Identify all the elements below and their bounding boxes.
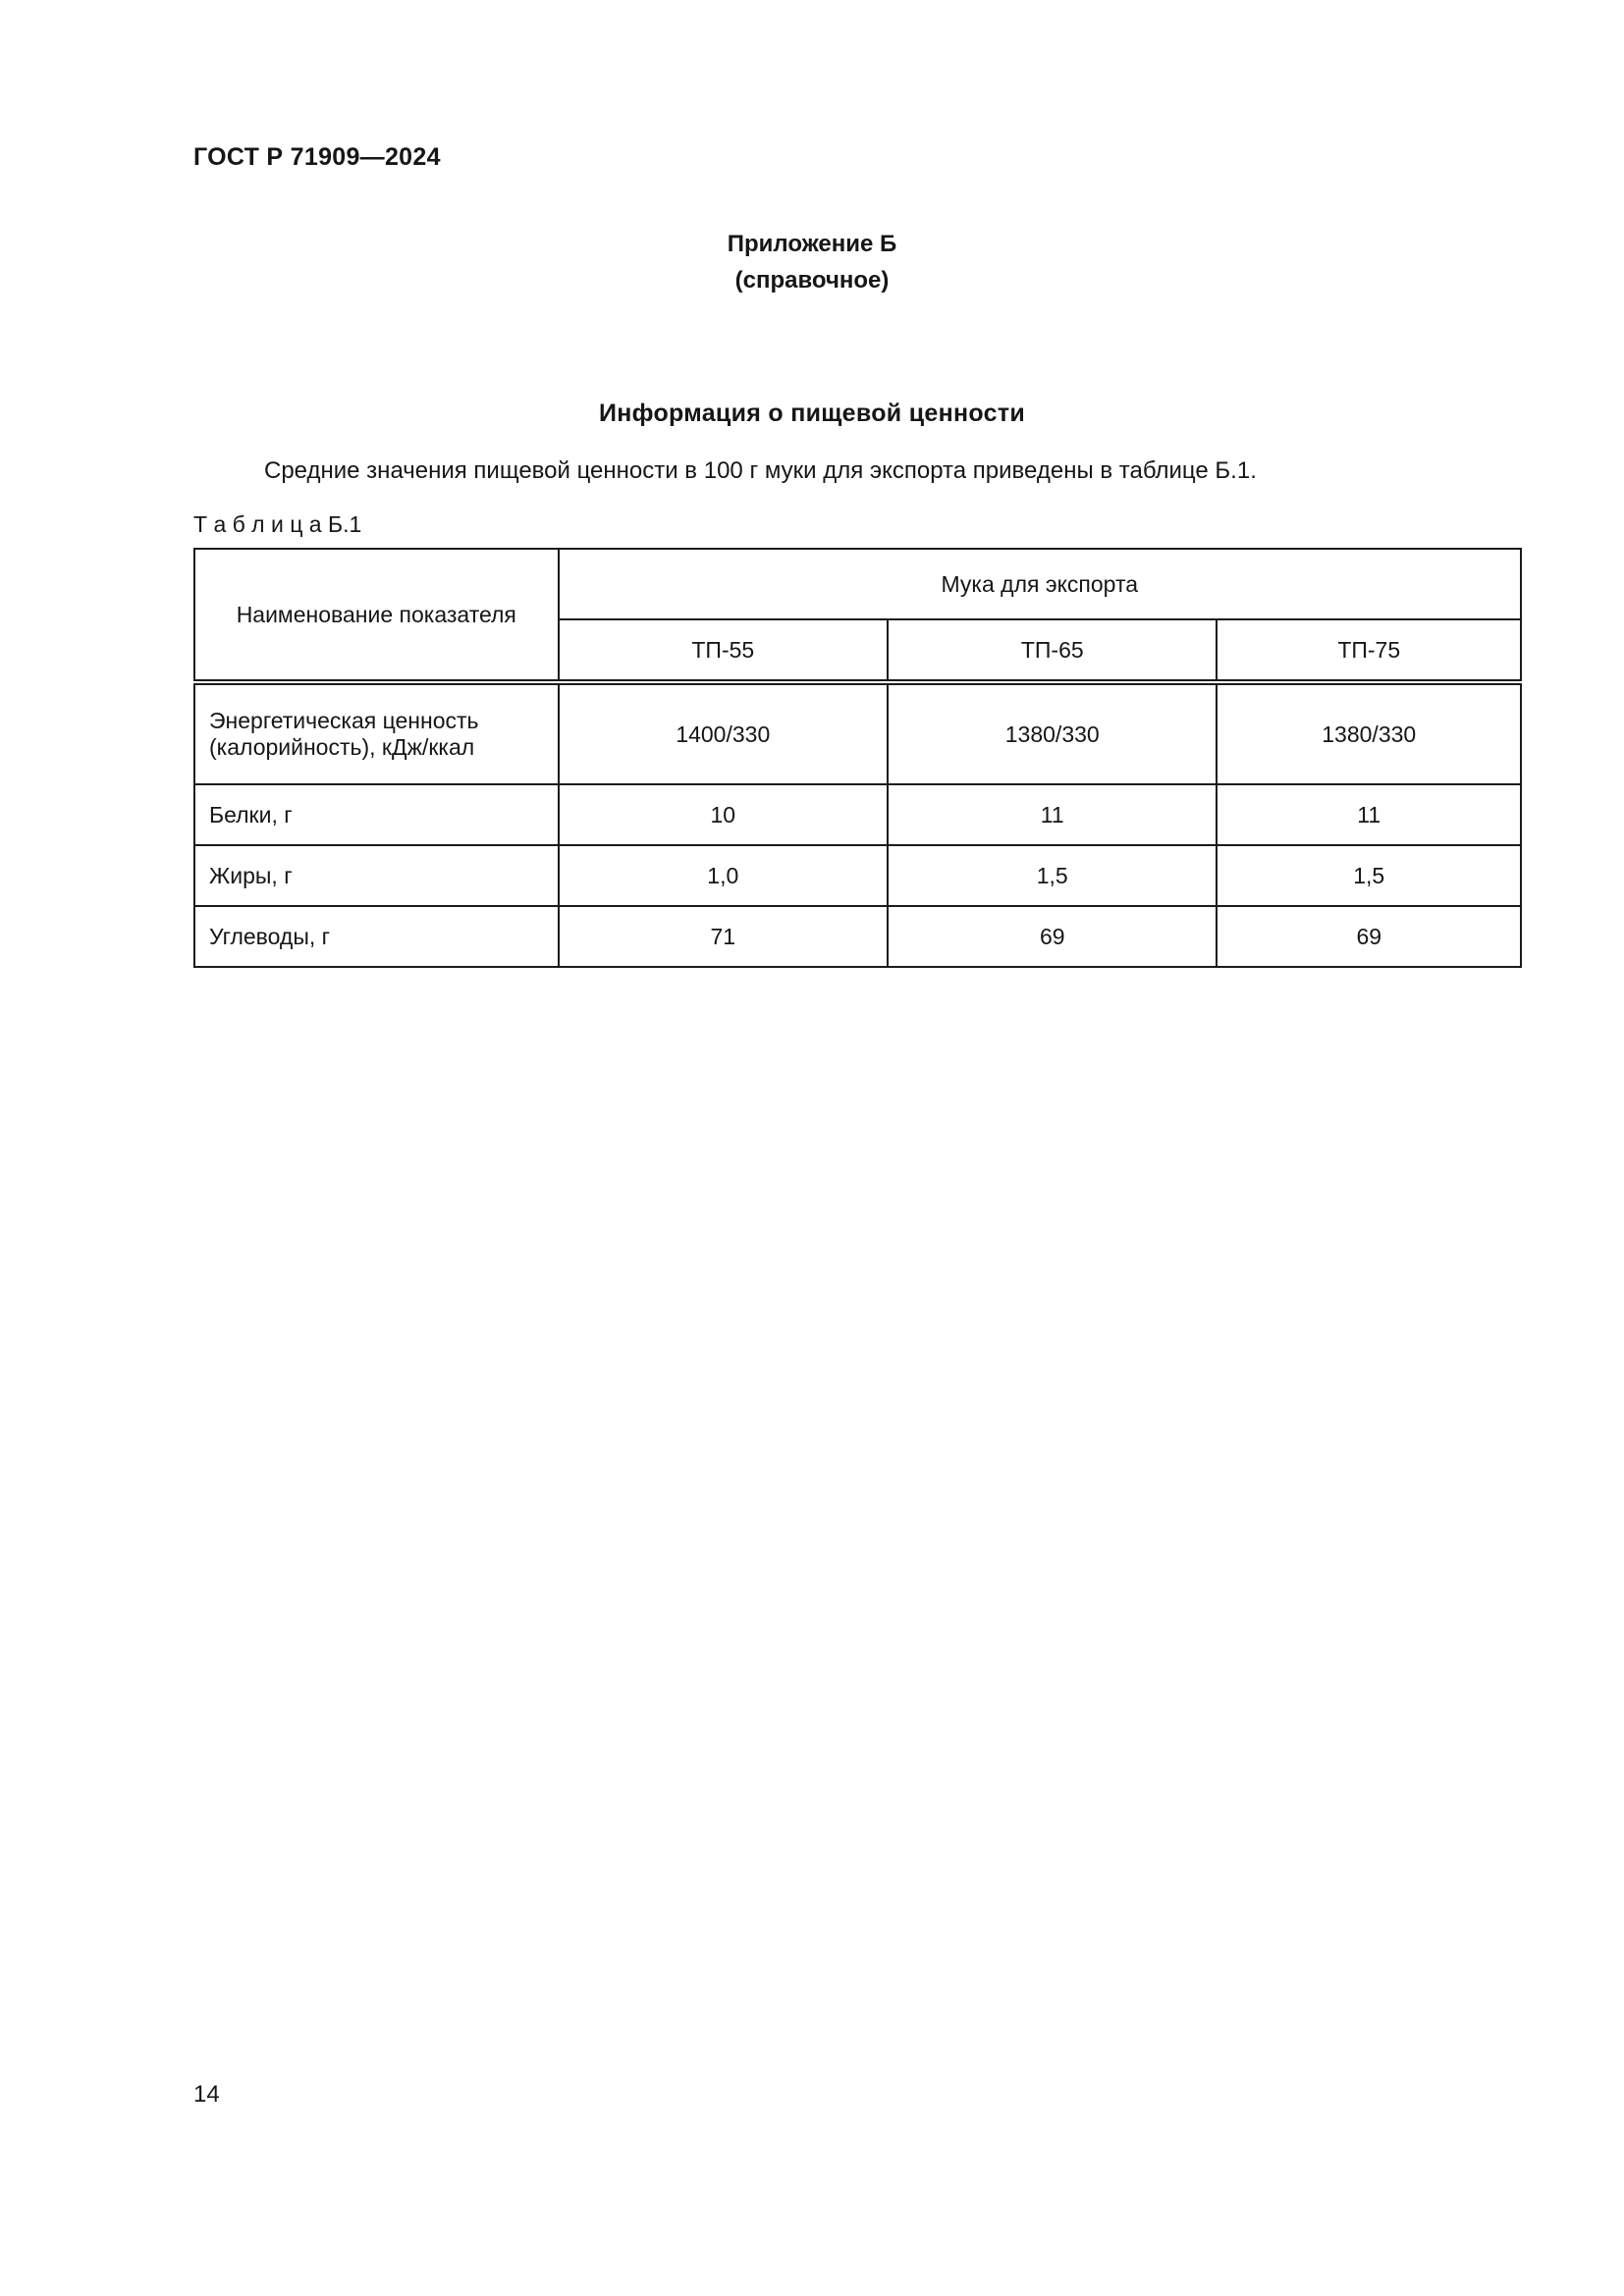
table-header-row-group bbox=[194, 549, 1521, 619]
doc-number: ГОСТ Р 71909—2024 bbox=[193, 143, 441, 171]
table-row-carbohydrates bbox=[194, 906, 1521, 967]
nutrition-table bbox=[193, 548, 1522, 968]
table-row-energy bbox=[194, 682, 1521, 784]
appendix-subtitle: (справочное) bbox=[734, 267, 890, 294]
cell-value: 11 bbox=[888, 784, 1217, 845]
table-row-proteins bbox=[194, 784, 1521, 845]
page-number: 14 bbox=[193, 2081, 220, 2108]
column-header-tp-75: ТП-75 bbox=[1217, 619, 1521, 682]
row-label: Жиры, г bbox=[194, 845, 559, 906]
cell-value: 69 bbox=[1217, 906, 1521, 967]
cell-value: 10 bbox=[559, 784, 888, 845]
appendix-title: Приложение Б bbox=[727, 231, 897, 257]
cell-value: 1400/330 bbox=[559, 682, 888, 784]
cell-value: 1,5 bbox=[1217, 845, 1521, 906]
row-label: Белки, г bbox=[194, 784, 559, 845]
cell-value: 1380/330 bbox=[1217, 682, 1521, 784]
table-row-fats bbox=[194, 845, 1521, 906]
cell-value: 69 bbox=[888, 906, 1217, 967]
intro-paragraph: Средние значения пищевой ценности в 100 г муки для экспорта приведены в таблице Б.1. bbox=[264, 457, 1257, 484]
appendix-block bbox=[0, 226, 1624, 298]
cell-value: 1,0 bbox=[559, 845, 888, 906]
cell-value: 11 bbox=[1217, 784, 1521, 845]
column-header-tp-55: ТП-55 bbox=[559, 619, 888, 682]
column-header-indicator-name: Наименование показателя bbox=[194, 549, 559, 682]
row-label: Энергетическая ценность (калорийность), кДж/ккал bbox=[194, 682, 559, 784]
table-caption: Т а б л и ц а Б.1 bbox=[193, 511, 362, 537]
column-header-tp-65: ТП-65 bbox=[888, 619, 1217, 682]
row-label: Углеводы, г bbox=[194, 906, 559, 967]
cell-value: 1,5 bbox=[888, 845, 1217, 906]
cell-value: 1380/330 bbox=[888, 682, 1217, 784]
column-group-header-flour-export: Мука для экспорта bbox=[559, 549, 1521, 619]
cell-value: 71 bbox=[559, 906, 888, 967]
section-title: Информация о пищевой ценности bbox=[598, 400, 1026, 427]
